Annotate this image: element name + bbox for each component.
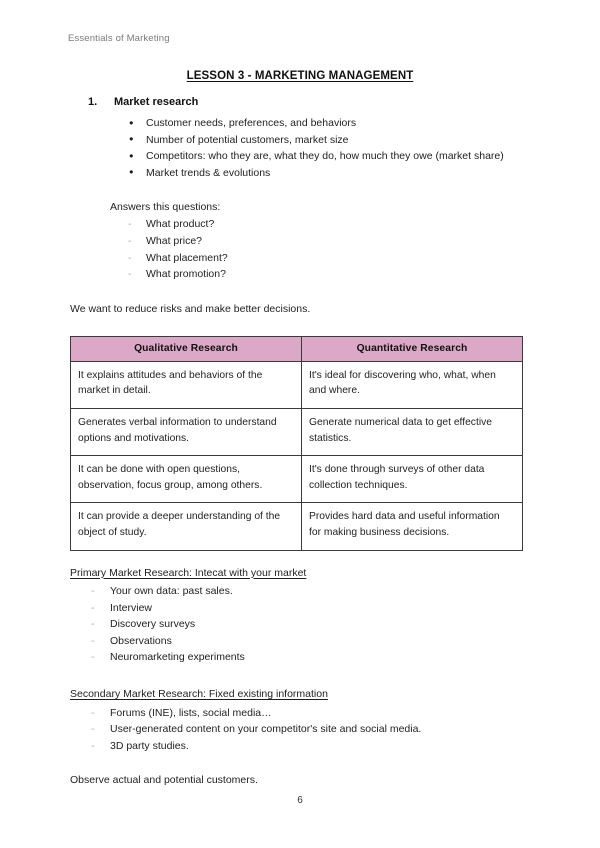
primary-research-heading: Primary Market Research: Intecat with your market — [70, 566, 307, 579]
section-heading-text: Market research — [114, 96, 199, 108]
list-item: - User-generated content on your competitor's site and social media. — [110, 721, 600, 738]
page-number: 6 — [297, 795, 303, 806]
table-cell: Generates verbal information to understand options and motivations. — [71, 408, 302, 455]
table-cell: It can be done with open questions, observation, focus group, among others. — [71, 456, 302, 503]
list-item: - Observations — [110, 633, 600, 650]
table-row — [71, 361, 523, 408]
market-research-bullets — [0, 115, 600, 181]
list-item: - What product? — [146, 216, 600, 233]
list-item: ● Customer needs, preferences, and behaviors — [146, 115, 600, 132]
list-item: - What price? — [146, 233, 600, 250]
closing-statement: Observe actual and potential customers. — [70, 774, 258, 787]
column-header-qualitative: Qualitative Research — [71, 336, 302, 361]
qualitative-quantitative-table — [70, 336, 523, 551]
secondary-research-list — [0, 705, 600, 755]
page-title — [0, 70, 600, 82]
list-item: - What placement? — [146, 250, 600, 267]
table-cell: It's ideal for discovering who, what, when and where. — [302, 361, 523, 408]
comparison-table-wrapper — [70, 336, 522, 551]
table-cell: Provides hard data and useful information for making business decisions. — [302, 503, 523, 550]
questions-list — [0, 216, 600, 283]
secondary-research-heading: Secondary Market Research: Fixed existing information — [70, 688, 328, 701]
table-cell: It explains attitudes and behaviors of the market in detail. — [71, 361, 302, 408]
section-number: 1. — [88, 96, 98, 108]
list-item: - Your own data: past sales. — [110, 583, 600, 600]
table-header-row — [71, 336, 523, 361]
page-title-text: LESSON 3 - MARKETING MANAGEMENT — [186, 70, 414, 82]
table-cell: It can provide a deeper understanding of the object of study. — [71, 503, 302, 550]
list-item: ● Number of potential customers, market size — [146, 132, 600, 149]
table-cell: Generate numerical data to get effective statistics. — [302, 408, 523, 455]
list-item: - 3D party studies. — [110, 738, 600, 755]
running-header: Essentials of Marketing — [68, 33, 170, 44]
questions-intro: Answers this questions: — [110, 201, 221, 214]
list-item: - Forums (INE), lists, social media… — [110, 705, 600, 722]
list-item: - What promotion? — [146, 266, 600, 283]
list-item: ● Market trends & evolutions — [146, 165, 600, 182]
list-item: - Interview — [110, 600, 600, 617]
table-row — [71, 408, 523, 455]
list-item: - Neuromarketing experiments — [110, 649, 600, 666]
primary-research-list — [0, 583, 600, 666]
list-item: ● Competitors: who they are, what they do, how much they owe (market share) — [146, 148, 600, 165]
section-heading — [88, 96, 600, 108]
table-row — [71, 456, 523, 503]
list-item: - Discovery surveys — [110, 616, 600, 633]
column-header-quantitative: Quantitative Research — [302, 336, 523, 361]
table-cell: It's done through surveys of other data collection techniques. — [302, 456, 523, 503]
table-row — [71, 503, 523, 550]
document-content — [0, 96, 600, 789]
risk-statement: We want to reduce risks and make better decisions. — [70, 303, 311, 316]
